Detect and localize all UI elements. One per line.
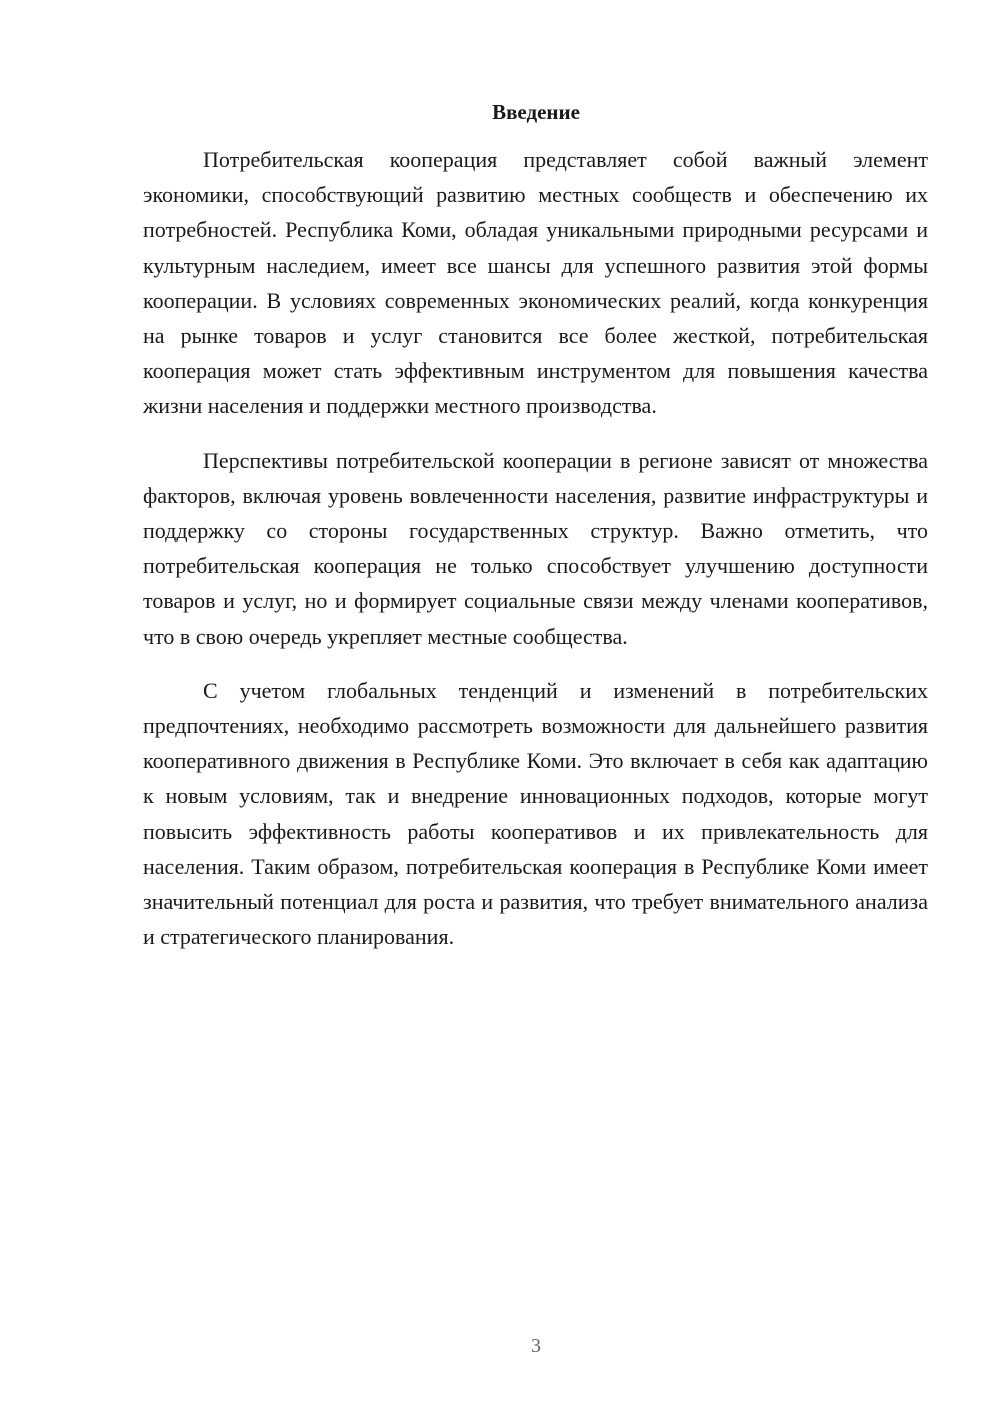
body-text	[143, 142, 928, 954]
page-number: 3	[531, 1335, 541, 1357]
paragraph-2: Перспективы потребительской кооперации в регионе зависят от множества факторов, включая уровень вовлеченности населения, развитие инфраструктуры и поддержку со стороны государственных структур. Важно отметить, что потребительская кооперация не только способствует улучшению доступности товаров и услуг, но и формирует социальные связи между членами кооперативов, что в свою очередь укрепляет местные сообщества.	[143, 447, 928, 649]
page-title: Введение	[492, 100, 580, 124]
paragraph-1: Потребительская кооперация представляет собой важный элемент экономики, способствующий развитию местных сообществ и обеспечению их потребностей. Республика Коми, обладая уникальными природными ресурсами и культурным наследием, имеет все шансы для успешного развития этой формы кооперации. В условиях современных экономических реалий, когда конкуренция на рынке товаров и услуг становится все более жесткой, потребительская кооперация может стать эффективным инструментом для повышения качества жизни населения и поддержки местного производства.	[143, 147, 928, 419]
paragraph-3: С учетом глобальных тенденций и изменений в потребительских предпочтениях, необходимо рассмотреть возможности для дальнейшего развития кооперативного движения в Республике Коми. Это включает в себя как адаптацию к новым условиям, так и внедрение инновационных подходов, которые могут повысить эффективность работы кооперативов и их привлекательность для населения. Таким образом, потребительская кооперация в Республике Коми имеет значительный потенциал для роста и развития, что требует внимательного анализа и стратегического планирования.	[143, 677, 928, 950]
